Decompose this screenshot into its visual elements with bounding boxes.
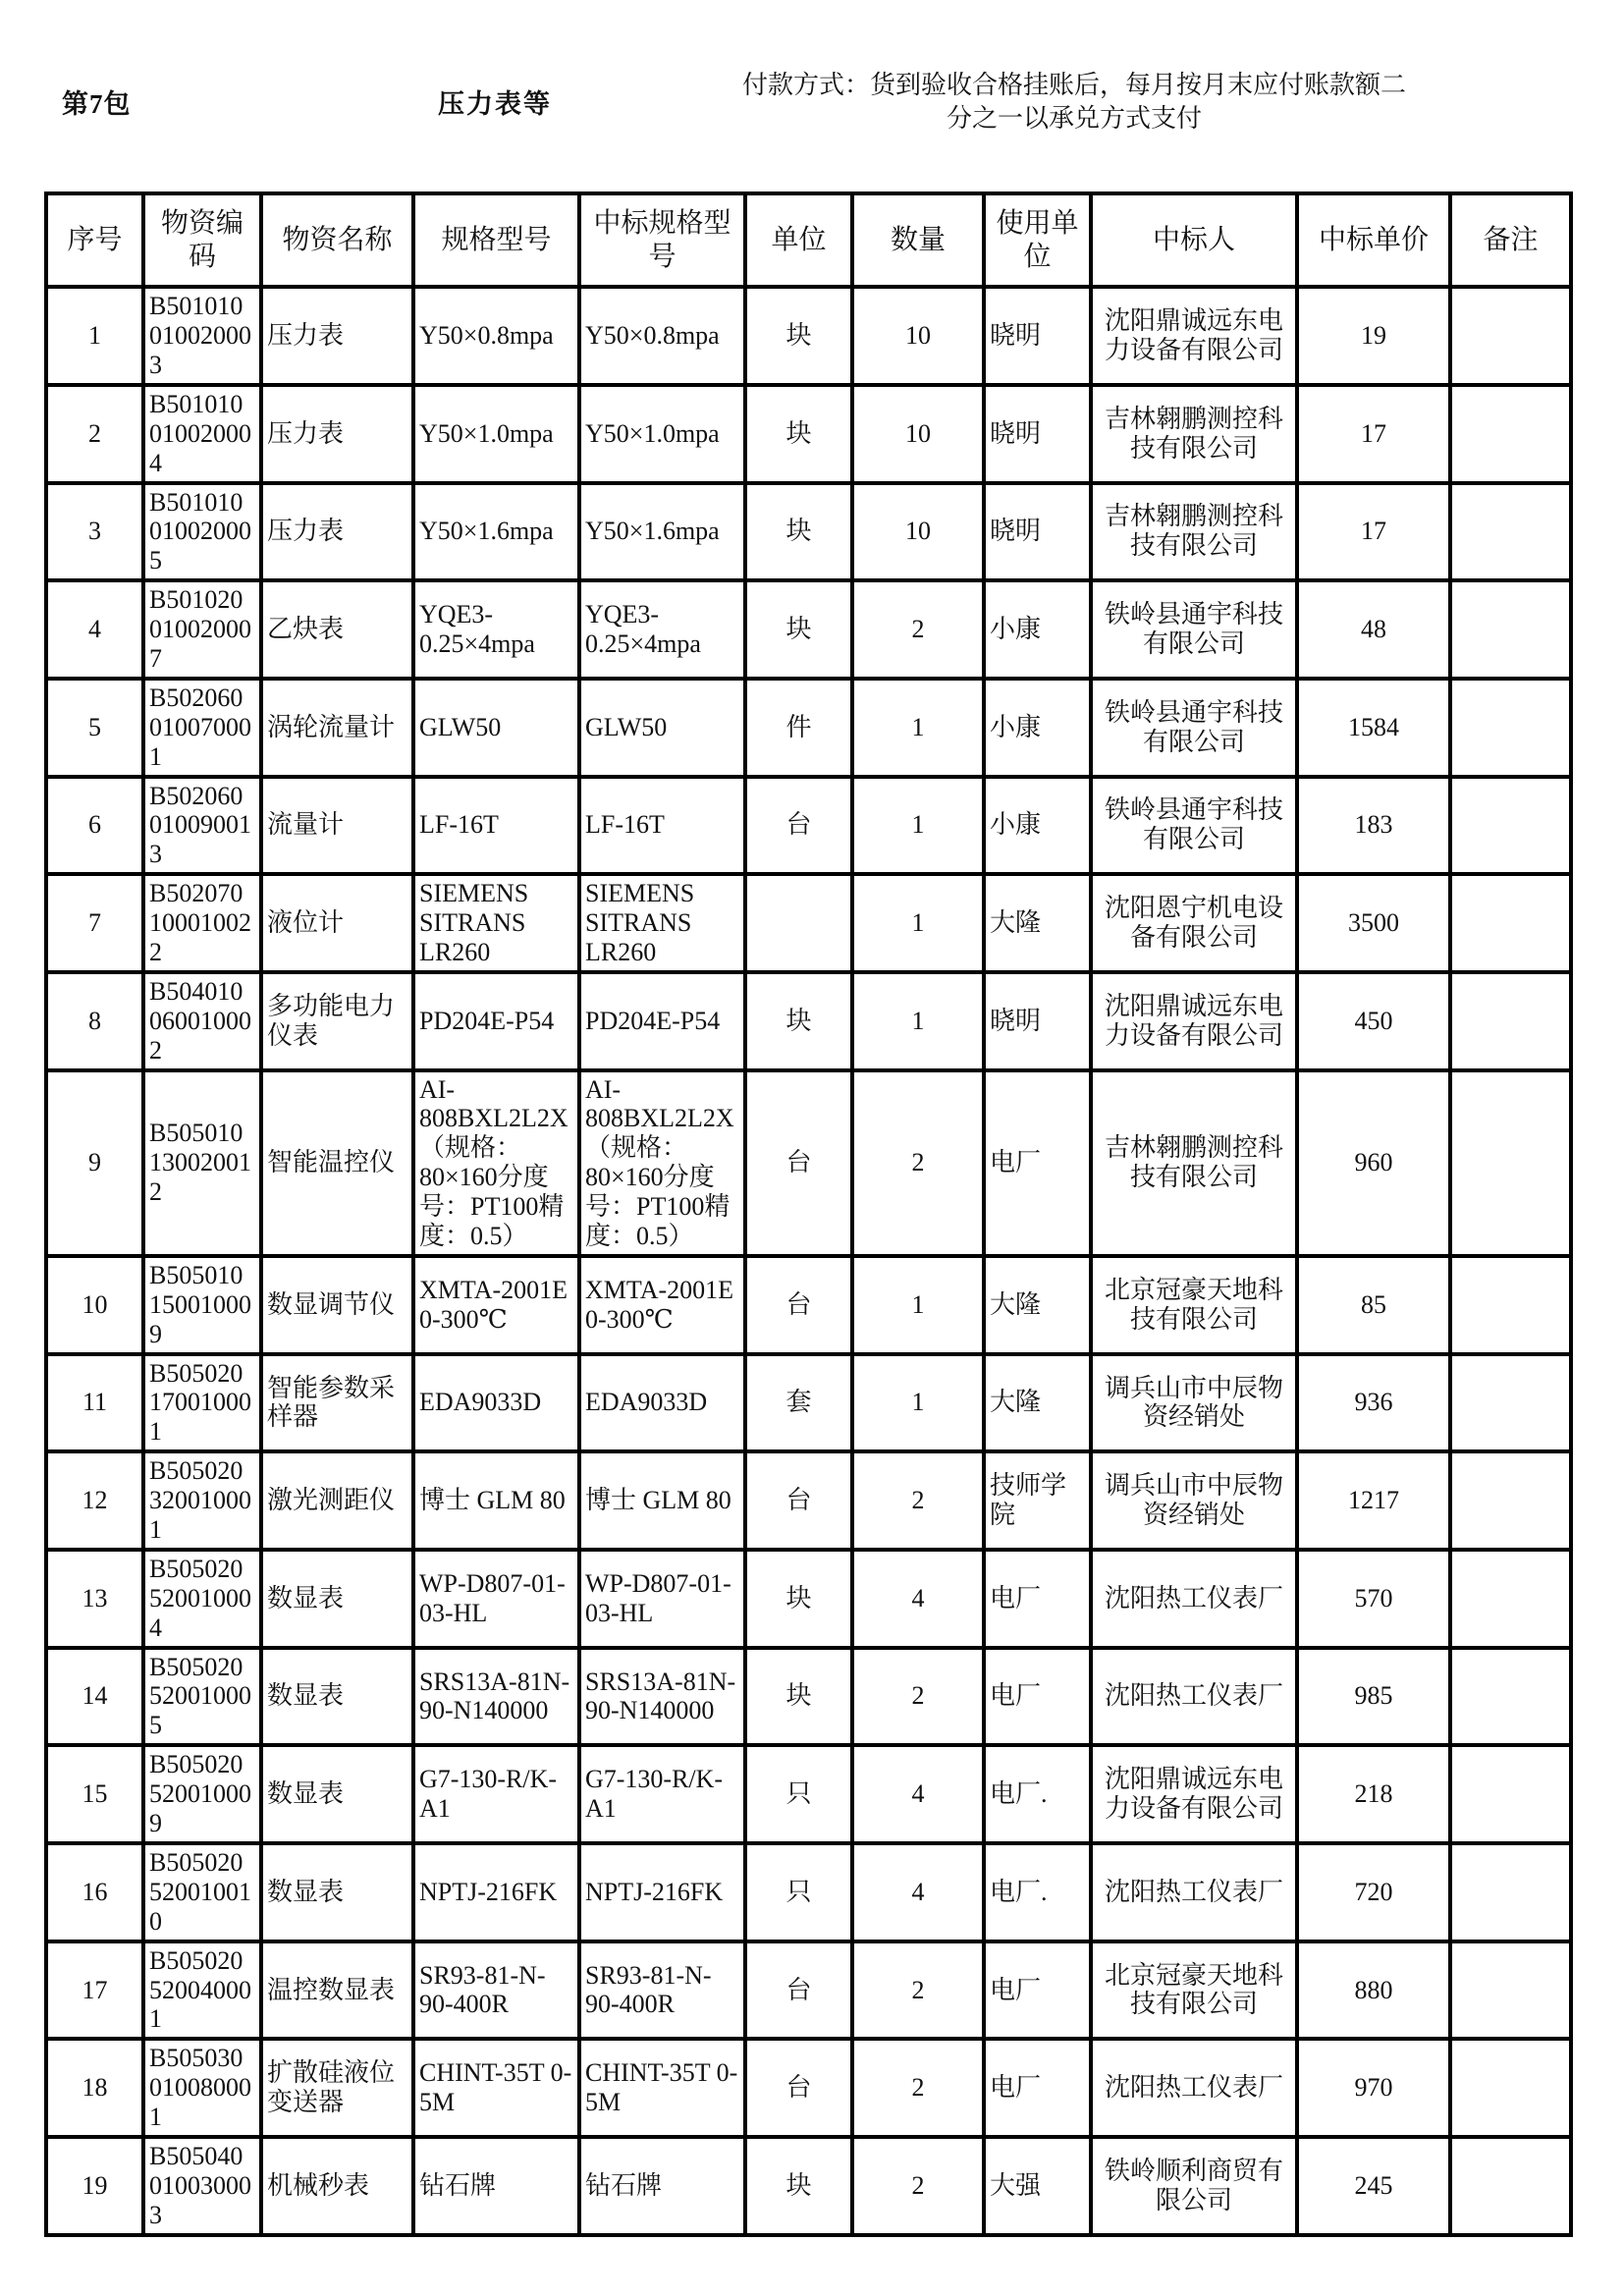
cell-code: B501010010020005 (143, 483, 261, 581)
cell-unit: 台 (745, 1070, 852, 1256)
cell-remark (1450, 580, 1571, 679)
cell-remark (1450, 1256, 1571, 1354)
cell-winner: 吉林翱鹏测控科技有限公司 (1091, 483, 1297, 581)
cell-spec: 博士 GLM 80 (413, 1451, 579, 1550)
cell-price: 183 (1297, 777, 1450, 875)
table-row (46, 1256, 1571, 1354)
cell-winner: 铁岭县通宇科技有限公司 (1091, 580, 1297, 679)
column-header-price: 中标单价 (1297, 193, 1450, 287)
cell-name: 多功能电力仪表 (261, 972, 413, 1070)
cell-bid_spec: LF-16T (579, 777, 745, 875)
cell-no: 11 (46, 1354, 143, 1452)
cell-spec: AI-808BXL2L2X（规格：80×160分度号：PT100精度：0.5） (413, 1070, 579, 1256)
cell-name: 智能温控仪 (261, 1070, 413, 1256)
cell-qty: 10 (852, 287, 984, 385)
cell-remark (1450, 972, 1571, 1070)
cell-remark (1450, 1451, 1571, 1550)
cell-unit (745, 874, 852, 972)
cell-remark (1450, 874, 1571, 972)
cell-name: 扩散硅液位变送器 (261, 2039, 413, 2137)
cell-winner: 沈阳热工仪表厂 (1091, 1648, 1297, 1746)
cell-name: 数显调节仪 (261, 1256, 413, 1354)
cell-code: B505020320010001 (143, 1451, 261, 1550)
cell-bid_spec: Y50×0.8mpa (579, 287, 745, 385)
cell-qty: 2 (852, 2039, 984, 2137)
cell-no: 1 (46, 287, 143, 385)
cell-bid_spec: SR93-81-N-90-400R (579, 1941, 745, 2040)
cell-name: 数显表 (261, 1843, 413, 1941)
cell-user: 晓明 (984, 483, 1091, 581)
cell-unit: 块 (745, 1648, 852, 1746)
cell-price: 17 (1297, 385, 1450, 483)
column-header-user: 使用单位 (984, 193, 1091, 287)
cell-user: 电厂. (984, 1745, 1091, 1843)
column-header-qty: 数量 (852, 193, 984, 287)
cell-bid_spec: 博士 GLM 80 (579, 1451, 745, 1550)
table-row (46, 679, 1571, 777)
cell-bid_spec: PD204E-P54 (579, 972, 745, 1070)
cell-qty: 2 (852, 1070, 984, 1256)
cell-winner: 铁岭县通宇科技有限公司 (1091, 679, 1297, 777)
bid-results-table (44, 191, 1573, 2237)
cell-code: B501010010020004 (143, 385, 261, 483)
cell-code: B502070100010022 (143, 874, 261, 972)
cell-spec: YQE3-0.25×4mpa (413, 580, 579, 679)
table-header-row (46, 193, 1571, 287)
cell-user: 大隆 (984, 1256, 1091, 1354)
table-row (46, 2137, 1571, 2235)
cell-spec: EDA9033D (413, 1354, 579, 1452)
cell-code: B501020010020007 (143, 580, 261, 679)
cell-spec: 钻石牌 (413, 2137, 579, 2235)
cell-code: B505020520010004 (143, 1550, 261, 1648)
cell-name: 流量计 (261, 777, 413, 875)
cell-user: 电厂. (984, 1843, 1091, 1941)
cell-bid_spec: EDA9033D (579, 1354, 745, 1452)
cell-price: 960 (1297, 1070, 1450, 1256)
cell-qty: 1 (852, 1354, 984, 1452)
table-row (46, 1745, 1571, 1843)
cell-code: B505030010080001 (143, 2039, 261, 2137)
cell-no: 7 (46, 874, 143, 972)
table-row (46, 1070, 1571, 1256)
cell-code: B505040010030003 (143, 2137, 261, 2235)
cell-name: 数显表 (261, 1745, 413, 1843)
cell-code: B505010130020012 (143, 1070, 261, 1256)
table-row (46, 385, 1571, 483)
cell-unit: 件 (745, 679, 852, 777)
table-row (46, 1451, 1571, 1550)
cell-remark (1450, 385, 1571, 483)
cell-spec: Y50×0.8mpa (413, 287, 579, 385)
cell-remark (1450, 1648, 1571, 1746)
cell-price: 1584 (1297, 679, 1450, 777)
cell-remark (1450, 483, 1571, 581)
cell-user: 大隆 (984, 1354, 1091, 1452)
cell-code: B505020520010009 (143, 1745, 261, 1843)
cell-winner: 沈阳鼎诚远东电力设备有限公司 (1091, 287, 1297, 385)
cell-qty: 2 (852, 1941, 984, 2040)
cell-unit: 只 (745, 1745, 852, 1843)
cell-user: 大强 (984, 2137, 1091, 2235)
cell-user: 小康 (984, 777, 1091, 875)
cell-no: 16 (46, 1843, 143, 1941)
cell-code: B502060010090013 (143, 777, 261, 875)
cell-price: 970 (1297, 2039, 1450, 2137)
cell-user: 电厂 (984, 1941, 1091, 2040)
cell-price: 218 (1297, 1745, 1450, 1843)
table-row (46, 777, 1571, 875)
column-header-name: 物资名称 (261, 193, 413, 287)
cell-bid_spec: CHINT-35T 0-5M (579, 2039, 745, 2137)
cell-qty: 1 (852, 874, 984, 972)
cell-price: 720 (1297, 1843, 1450, 1941)
cell-user: 晓明 (984, 385, 1091, 483)
column-header-winner: 中标人 (1091, 193, 1297, 287)
table-row (46, 1941, 1571, 2040)
cell-name: 压力表 (261, 483, 413, 581)
cell-qty: 4 (852, 1843, 984, 1941)
cell-qty: 1 (852, 972, 984, 1070)
cell-unit: 块 (745, 287, 852, 385)
cell-unit: 块 (745, 483, 852, 581)
cell-spec: Y50×1.6mpa (413, 483, 579, 581)
cell-qty: 10 (852, 385, 984, 483)
cell-code: B505020170010001 (143, 1354, 261, 1452)
cell-price: 985 (1297, 1648, 1450, 1746)
cell-name: 乙炔表 (261, 580, 413, 679)
cell-code: B502060010070001 (143, 679, 261, 777)
table-row (46, 1648, 1571, 1746)
cell-qty: 2 (852, 1451, 984, 1550)
cell-spec: NPTJ-216FK (413, 1843, 579, 1941)
cell-spec: GLW50 (413, 679, 579, 777)
cell-price: 3500 (1297, 874, 1450, 972)
cell-code: B505020520010005 (143, 1648, 261, 1746)
cell-spec: LF-16T (413, 777, 579, 875)
cell-no: 5 (46, 679, 143, 777)
cell-name: 液位计 (261, 874, 413, 972)
cell-qty: 1 (852, 1256, 984, 1354)
cell-unit: 台 (745, 777, 852, 875)
cell-winner: 北京冠豪天地科技有限公司 (1091, 1256, 1297, 1354)
table-row (46, 483, 1571, 581)
cell-winner: 沈阳热工仪表厂 (1091, 2039, 1297, 2137)
cell-winner: 吉林翱鹏测控科技有限公司 (1091, 1070, 1297, 1256)
table-row (46, 580, 1571, 679)
cell-user: 大隆 (984, 874, 1091, 972)
cell-spec: G7-130-R/K-A1 (413, 1745, 579, 1843)
cell-price: 85 (1297, 1256, 1450, 1354)
cell-unit: 块 (745, 385, 852, 483)
column-header-no: 序号 (46, 193, 143, 287)
cell-unit: 台 (745, 1256, 852, 1354)
cell-price: 17 (1297, 483, 1450, 581)
cell-no: 9 (46, 1070, 143, 1256)
cell-unit: 只 (745, 1843, 852, 1941)
cell-unit: 块 (745, 972, 852, 1070)
cell-remark (1450, 287, 1571, 385)
cell-bid_spec: AI-808BXL2L2X（规格：80×160分度号：PT100精度：0.5） (579, 1070, 745, 1256)
cell-bid_spec: SIEMENS SITRANS LR260 (579, 874, 745, 972)
cell-spec: SR93-81-N-90-400R (413, 1941, 579, 2040)
cell-unit: 块 (745, 2137, 852, 2235)
cell-bid_spec: YQE3-0.25×4mpa (579, 580, 745, 679)
cell-code: B505020520040001 (143, 1941, 261, 2040)
page-title: 压力表等 (438, 89, 552, 119)
cell-winner: 沈阳热工仪表厂 (1091, 1550, 1297, 1648)
column-header-remark: 备注 (1450, 193, 1571, 287)
cell-bid_spec: Y50×1.0mpa (579, 385, 745, 483)
cell-price: 48 (1297, 580, 1450, 679)
cell-bid_spec: SRS13A-81N-90-N140000 (579, 1648, 745, 1746)
package-label: 第7包 (62, 89, 132, 119)
cell-unit: 台 (745, 1941, 852, 2040)
cell-spec: SRS13A-81N-90-N140000 (413, 1648, 579, 1746)
cell-qty: 1 (852, 777, 984, 875)
cell-code: B504010060010002 (143, 972, 261, 1070)
cell-name: 压力表 (261, 287, 413, 385)
cell-bid_spec: WP-D807-01-03-HL (579, 1550, 745, 1648)
cell-no: 6 (46, 777, 143, 875)
cell-no: 17 (46, 1941, 143, 2040)
cell-unit: 台 (745, 1451, 852, 1550)
table-row (46, 874, 1571, 972)
cell-no: 19 (46, 2137, 143, 2235)
cell-spec: PD204E-P54 (413, 972, 579, 1070)
cell-remark (1450, 1354, 1571, 1452)
cell-unit: 块 (745, 1550, 852, 1648)
cell-spec: XMTA-2001E 0-300℃ (413, 1256, 579, 1354)
cell-user: 晓明 (984, 287, 1091, 385)
cell-no: 4 (46, 580, 143, 679)
cell-user: 电厂 (984, 2039, 1091, 2137)
cell-remark (1450, 1941, 1571, 2040)
column-header-code: 物资编码 (143, 193, 261, 287)
cell-name: 智能参数采样器 (261, 1354, 413, 1452)
cell-code: B505020520010010 (143, 1843, 261, 1941)
cell-winner: 沈阳热工仪表厂 (1091, 1843, 1297, 1941)
cell-qty: 2 (852, 580, 984, 679)
cell-code: B501010010020003 (143, 287, 261, 385)
column-header-unit: 单位 (745, 193, 852, 287)
table-row (46, 1354, 1571, 1452)
cell-name: 压力表 (261, 385, 413, 483)
cell-spec: Y50×1.0mpa (413, 385, 579, 483)
table-row (46, 2039, 1571, 2137)
cell-winner: 铁岭顺利商贸有限公司 (1091, 2137, 1297, 2235)
cell-user: 电厂 (984, 1648, 1091, 1746)
cell-unit: 套 (745, 1354, 852, 1452)
cell-spec: WP-D807-01-03-HL (413, 1550, 579, 1648)
cell-qty: 10 (852, 483, 984, 581)
cell-user: 晓明 (984, 972, 1091, 1070)
cell-no: 2 (46, 385, 143, 483)
cell-bid_spec: Y50×1.6mpa (579, 483, 745, 581)
table-row (46, 1550, 1571, 1648)
cell-bid_spec: 钻石牌 (579, 2137, 745, 2235)
cell-price: 570 (1297, 1550, 1450, 1648)
cell-remark (1450, 679, 1571, 777)
cell-name: 激光测距仪 (261, 1451, 413, 1550)
cell-no: 15 (46, 1745, 143, 1843)
table-row (46, 287, 1571, 385)
cell-remark (1450, 1550, 1571, 1648)
cell-name: 温控数显表 (261, 1941, 413, 2040)
cell-winner: 调兵山市中辰物资经销处 (1091, 1451, 1297, 1550)
table-row (46, 1843, 1571, 1941)
cell-name: 涡轮流量计 (261, 679, 413, 777)
cell-remark (1450, 1843, 1571, 1941)
cell-name: 数显表 (261, 1648, 413, 1746)
table-row (46, 972, 1571, 1070)
cell-spec: SIEMENS SITRANS LR260 (413, 874, 579, 972)
cell-price: 936 (1297, 1354, 1450, 1452)
cell-user: 电厂 (984, 1550, 1091, 1648)
table-body (46, 287, 1571, 2234)
cell-remark (1450, 2137, 1571, 2235)
cell-qty: 4 (852, 1550, 984, 1648)
cell-user: 小康 (984, 679, 1091, 777)
cell-qty: 4 (852, 1745, 984, 1843)
cell-unit: 块 (745, 580, 852, 679)
cell-bid_spec: G7-130-R/K-A1 (579, 1745, 745, 1843)
cell-price: 450 (1297, 972, 1450, 1070)
cell-remark (1450, 1070, 1571, 1256)
cell-winner: 沈阳鼎诚远东电力设备有限公司 (1091, 1745, 1297, 1843)
column-header-bid_spec: 中标规格型号 (579, 193, 745, 287)
cell-no: 12 (46, 1451, 143, 1550)
cell-winner: 调兵山市中辰物资经销处 (1091, 1354, 1297, 1452)
cell-no: 14 (46, 1648, 143, 1746)
cell-bid_spec: GLW50 (579, 679, 745, 777)
payment-method-line-1: 付款方式：货到验收合格挂账后，每月按月末应付账款额二 (742, 71, 1407, 99)
payment-method (742, 69, 1406, 137)
doc-header (0, 0, 1624, 191)
cell-no: 18 (46, 2039, 143, 2137)
cell-code: B505010150010009 (143, 1256, 261, 1354)
cell-price: 880 (1297, 1941, 1450, 2040)
column-header-spec: 规格型号 (413, 193, 579, 287)
cell-qty: 1 (852, 679, 984, 777)
cell-name: 机械秒表 (261, 2137, 413, 2235)
cell-no: 13 (46, 1550, 143, 1648)
cell-name: 数显表 (261, 1550, 413, 1648)
payment-method-line-2: 分之一以承兑方式支付 (946, 104, 1202, 134)
cell-no: 8 (46, 972, 143, 1070)
cell-user: 小康 (984, 580, 1091, 679)
cell-price: 245 (1297, 2137, 1450, 2235)
cell-user: 技师学院 (984, 1451, 1091, 1550)
cell-winner: 北京冠豪天地科技有限公司 (1091, 1941, 1297, 2040)
table-header-row (46, 193, 1571, 287)
cell-bid_spec: XMTA-2001E 0-300℃ (579, 1256, 745, 1354)
cell-price: 19 (1297, 287, 1450, 385)
cell-no: 10 (46, 1256, 143, 1354)
cell-winner: 沈阳恩宁机电设备有限公司 (1091, 874, 1297, 972)
cell-qty: 2 (852, 2137, 984, 2235)
cell-winner: 沈阳鼎诚远东电力设备有限公司 (1091, 972, 1297, 1070)
cell-spec: CHINT-35T 0-5M (413, 2039, 579, 2137)
cell-winner: 吉林翱鹏测控科技有限公司 (1091, 385, 1297, 483)
cell-user: 电厂 (984, 1070, 1091, 1256)
cell-remark (1450, 1745, 1571, 1843)
cell-winner: 铁岭县通宇科技有限公司 (1091, 777, 1297, 875)
cell-price: 1217 (1297, 1451, 1450, 1550)
cell-remark (1450, 2039, 1571, 2137)
cell-qty: 2 (852, 1648, 984, 1746)
cell-bid_spec: NPTJ-216FK (579, 1843, 745, 1941)
cell-unit: 台 (745, 2039, 852, 2137)
cell-remark (1450, 777, 1571, 875)
cell-no: 3 (46, 483, 143, 581)
